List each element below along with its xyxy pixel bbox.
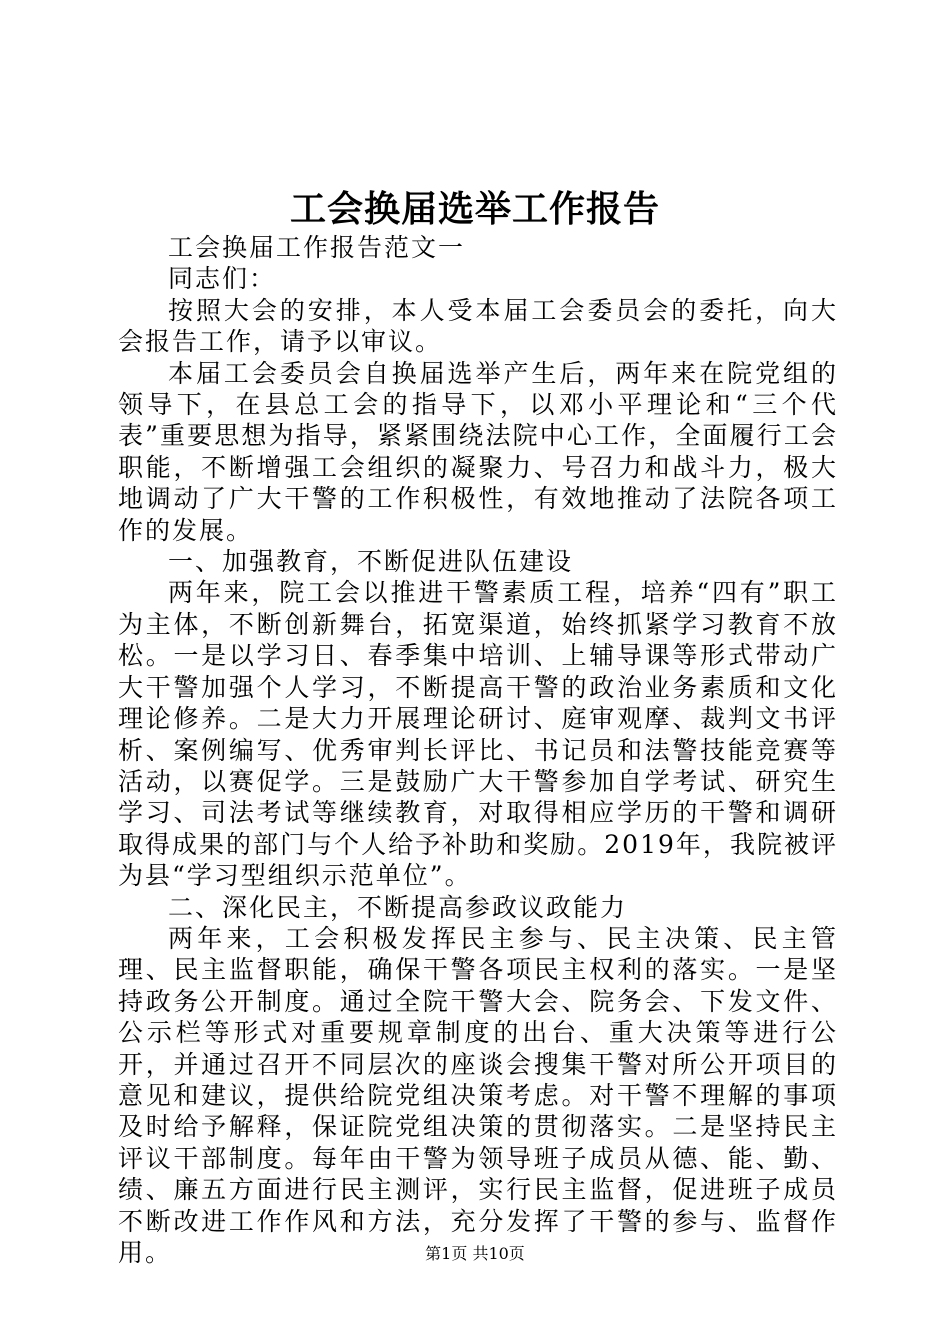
document-body (118, 232, 838, 1268)
paragraph: 两年来，工会积极发挥民主参与、民主决策、民主管理、民主监督职能，确保干警各项民主权利的落实。一是坚持政务公开制度。通过全院干警大会、院务会、下发文件、公示栏等形式对重要规章制度的出台、重大决策等进行公开，并通过召开不同层次的座谈会搜集干警对所公开项目的意见和建议，提供给院党组决策考虑。对干警不理解的事项及时给予解释，保证院党组决策的贯彻落实。二是坚持民主评议干部制度。每年由干警为领导班子成员从德、能、勤、绩、廉五方面进行民主测评，实行民主监督，促进班子成员不断改进工作作风和方法，充分发挥了干警的参与、监督作用。 (118, 923, 838, 1267)
paragraph: 工会换届工作报告范文一 (168, 233, 466, 262)
page-number-footer: 第1页 共10页 (425, 1244, 525, 1263)
section-heading: 二、深化民主，不断提高参政议政能力 (168, 892, 628, 922)
paragraph: 同志们： (168, 264, 277, 294)
paragraph: 本届工会委员会自换届选举产生后，两年来在院党组的领导下，在县总工会的指导下，以邓小平理论和“三个代表”重要思想为指导，紧紧围绕法院中心工作，全面履行工会职能，不断增强工会组织的凝聚力、号召力和战斗力，极大地调动了广大干警的工作积极性，有效地推动了法院各项工作的发展。 (118, 358, 838, 545)
paragraph: 两年来，院工会以推进干警素质工程，培养“四有”职工为主体，不断创新舞台，拓宽渠道，始终抓紧学习教育不放松。一是以学习日、春季集中培训、上辅导课等形式带动广大干警加强个人学习，不断提高干警的政治业务素质和文化理论修养。二是大力开展理论研讨、庭审观摩、裁判文书评析、案例编写、优秀审判长评比、书记员和法警技能竞赛等活动，以赛促学。三是鼓励广大干警参加自学考试、研究生学习、司法考试等继续教育，对取得相应学历的干警和调研取得成果的部门与个人给予补助和奖励。2019年，我院被评为县“学习型组织示范单位”。 (118, 578, 838, 891)
document-title: 工会换届选举工作报告 (289, 188, 660, 230)
paragraph: 按照大会的安排，本人受本届工会委员会的委托，向大会报告工作，请予以审议。 (118, 295, 838, 357)
section-heading: 一、加强教育，不断促进队伍建设 (168, 547, 574, 577)
